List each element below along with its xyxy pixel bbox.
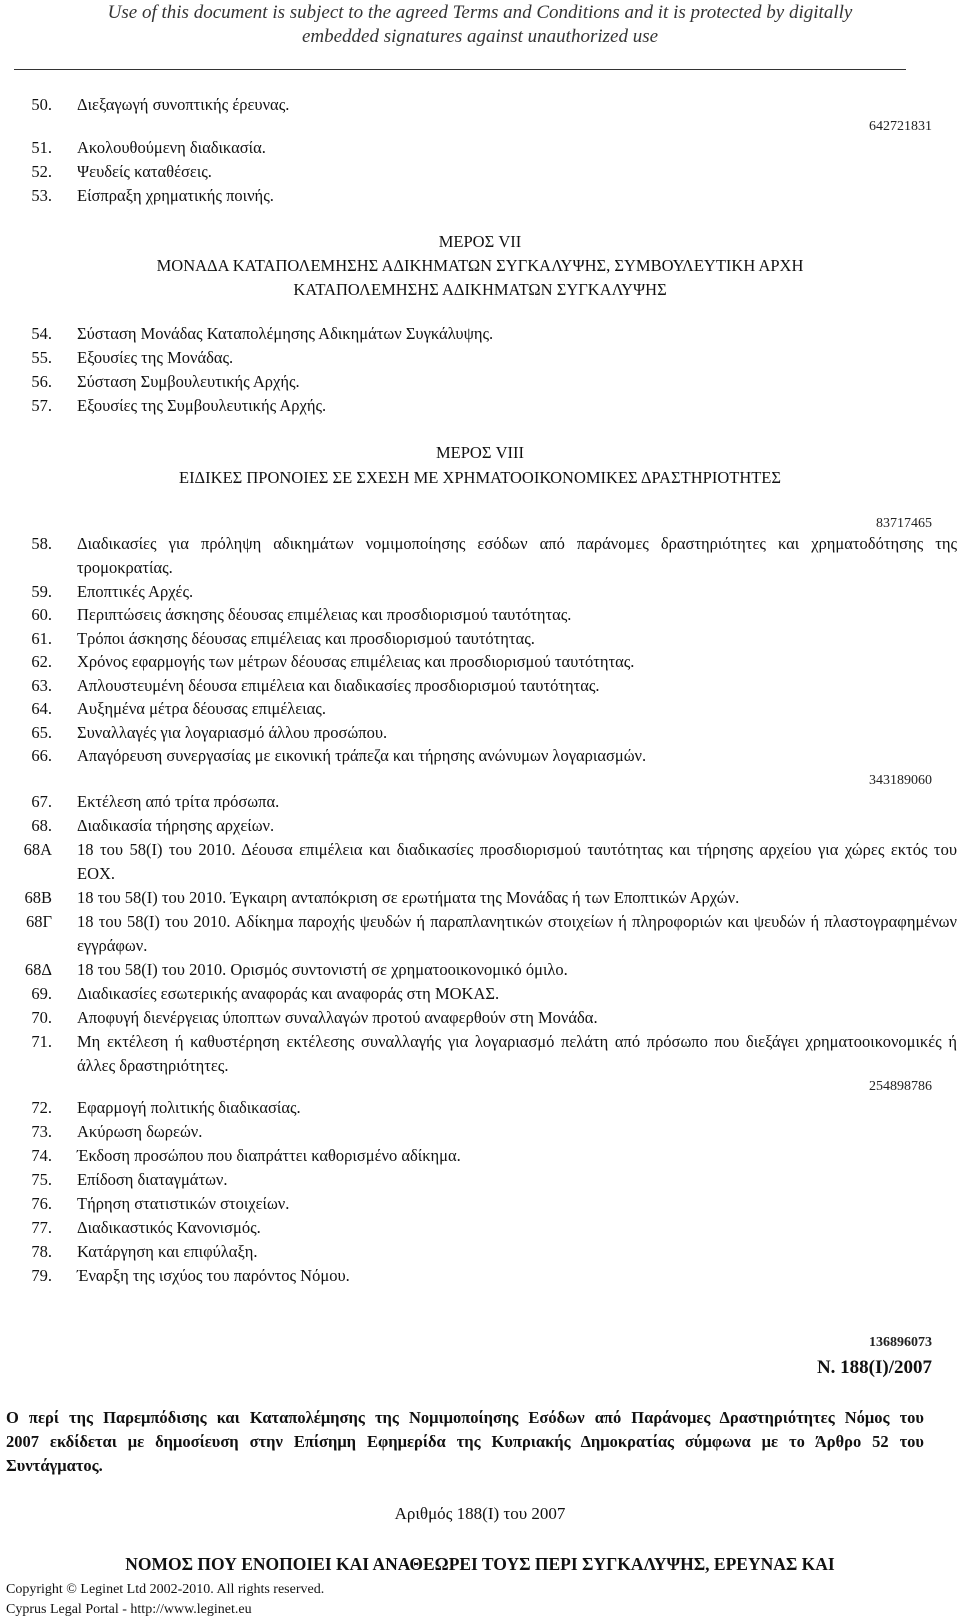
part-heading: ΜΕΡΟΣ VII	[438, 232, 522, 251]
portal-link[interactable]: Cyprus Legal Portal - http://www.leginet.eu	[6, 1602, 252, 1617]
law-arithmos: Αριθμός 188(Ι) του 2007	[394, 1504, 566, 1523]
header-line-1: Use of this document is subject to the agreed Terms and Conditions and it is protected by digitally	[107, 2, 853, 23]
list-item: 60. Περιπτώσεις άσκησης δέουσας επιμέλειας και προσδιορισμού ταυτότητας.	[31, 605, 572, 624]
list-item: 64. Αυξημένα μέτρα δέουσας επιμέλειας.	[31, 699, 326, 718]
list-item: 57. Εξουσίες της Συμβουλευτικής Αρχής.	[31, 396, 327, 415]
list-item: 59. Εποπτικές Αρχές.	[31, 582, 194, 601]
reference-number: 343189060	[869, 773, 932, 788]
list-item: 51. Ακολουθούμενη διαδικασία.	[31, 138, 266, 157]
list-item: 66. Απαγόρευση συνεργασίας με εικονική τράπεζα και τήρησης ανώνυμων λογαριασμών.	[31, 746, 647, 765]
list-item: 56. Σύσταση Συμβουλευτικής Αρχής.	[31, 372, 300, 391]
law-number: Ν. 188(Ι)/2007	[816, 1357, 932, 1378]
list-item: 73. Ακύρωση δωρεών.	[31, 1122, 203, 1141]
header-divider	[14, 69, 906, 70]
list-item: 69. Διαδικασίες εσωτερικής αναφοράς και αναφοράς στη ΜΟΚΑΣ.	[31, 984, 500, 1003]
list-item: 53. Είσπραξη χρηματικής ποινής.	[31, 186, 274, 205]
list-item: 67. Εκτέλεση από τρίτα πρόσωπα.	[31, 792, 280, 811]
list-item: 68Β 18 του 58(Ι) του 2010. Έγκαιρη ανταπόκριση σε ερωτήματα της Μονάδας ή των Εποπτικών Αρχών.	[24, 888, 740, 907]
list-item: 54. Σύσταση Μονάδας Καταπολέμησης Αδικημάτων Συγκάλυψης.	[31, 324, 494, 343]
header-line-2: embedded signatures against unauthorized use	[301, 26, 659, 47]
reference-number: 254898786	[869, 1079, 932, 1094]
list-item: 58. Διαδικασίες για πρόληψη αδικημάτων νομιμοποίησης εσόδων από παράνομες δραστηριότητες και χρηματοδότησης της τρομοκρατίας.	[31, 534, 957, 577]
list-item: 55. Εξουσίες της Μονάδας.	[31, 348, 234, 367]
list-item: 63. Απλουστευμένη δέουσα επιμέλεια και διαδικασίες προσδιορισμού ταυτότητας.	[31, 676, 600, 695]
reference-number: 136896073	[869, 1335, 932, 1350]
law-title: ΝΟΜΟΣ ΠΟΥ ΕΝΟΠΟΙΕΙ ΚΑΙ ΑΝΑΘΕΩΡΕΙ ΤΟΥΣ ΠΕΡΙ ΣΥΓΚΑΛΥΨΗΣ, ΕΡΕΥΝΑΣ ΚΑΙ	[125, 1554, 835, 1574]
list-item: 50. Διεξαγωγή συνοπτικής έρευνας.	[31, 95, 290, 114]
list-item: 76. Τήρηση στατιστικών στοιχείων.	[31, 1194, 290, 1213]
list-item: 68. Διαδικασία τήρησης αρχείων.	[31, 816, 275, 835]
list-item: 75. Επίδοση διαταγμάτων.	[31, 1170, 228, 1189]
copyright-line: Copyright © Leginet Ltd 2002-2010. All rights reserved.	[6, 1582, 325, 1597]
list-item: 72. Εφαρμογή πολιτικής διαδικασίας.	[31, 1098, 301, 1117]
list-item: 77. Διαδικαστικός Κανονισμός.	[31, 1218, 261, 1237]
list-item: 52. Ψευδείς καταθέσεις.	[31, 162, 212, 181]
list-item: 61. Τρόποι άσκησης δέουσας επιμέλειας και προσδιορισμού ταυτότητας.	[31, 629, 535, 648]
list-item: 74. Έκδοση προσώπου που διαπράττει καθορισμένο αδίκημα.	[31, 1146, 461, 1165]
reference-number: 642721831	[869, 119, 932, 134]
part-title-line: ΚΑΤΑΠΟΛΕΜΗΣΗΣ ΑΔΙΚΗΜΑΤΩΝ ΣΥΓΚΑΛΥΨΗΣ	[293, 280, 667, 299]
copyright-notice	[6, 1580, 324, 1620]
list-item: 68Γ 18 του 58(Ι) του 2010. Αδίκημα παροχής ψευδών ή παραπλανητικών στοιχείων ή πληροφοριών και ψευδών ή πλαστογραφημένων εγγράφων.	[25, 912, 957, 955]
list-item: 62. Χρόνος εφαρμογής των μέτρων δέουσας επιμέλειας και προσδιορισμού ταυτότητας.	[31, 652, 635, 671]
list-item: 71. Μη εκτέλεση ή καθυστέρηση εκτέλεσης συναλλαγής για λογαριασμό πελάτη από πρόσωπο που διεξάγει χρηματοοικονομικές ή άλλες δραστηριότητες.	[31, 1032, 957, 1075]
list-item: 78. Κατάργηση και επιφύλαξη.	[31, 1242, 258, 1261]
list-item: 70. Αποφυγή διενέργειας ύποπτων συναλλαγών προτού αναφερθούν στη Μονάδα.	[31, 1008, 598, 1027]
intro-paragraph: Ο περί της Παρεμπόδισης και Καταπολέμησης της Νομιμοποίησης Εσόδων από Παράνομες Δραστηριότητες Νόμος του 2007 εκδίδεται με δημοσίευση στην Επίσημη Εφημερίδα της Κυπριακής Δημοκρατίας σύμφωνα με το Άρθρο 52 του Συντάγματος.	[6, 1408, 924, 1475]
list-item: 68Δ 18 του 58(Ι) του 2010. Ορισμός συντονιστή σε χρηματοοικονομικό όμιλο.	[24, 960, 568, 979]
list-item: 68Α 18 του 58(Ι) του 2010. Δέουσα επιμέλεια και διαδικασίες προσδιορισμού ταυτότητας και τήρησης αρχείου για χώρες εκτός του ΕΟΧ.	[23, 840, 957, 883]
list-item: 65. Συναλλαγές για λογαριασμό άλλου προσώπου.	[31, 723, 388, 742]
list-item: 79. Έναρξη της ισχύος του παρόντος Νόμου.	[31, 1266, 350, 1285]
part-title-line: ΕΙΔΙΚΕΣ ΠΡΟΝΟΙΕΣ ΣΕ ΣΧΕΣΗ ΜΕ ΧΡΗΜΑΤΟΟΙΚΟΝΟΜΙΚΕΣ ΔΡΑΣΤΗΡΙΟΤΗΤΕΣ	[178, 468, 781, 487]
reference-number: 83717465	[876, 516, 932, 531]
part-heading: ΜΕΡΟΣ VIII	[436, 443, 524, 462]
part-title-line: ΜΟΝΑΔΑ ΚΑΤΑΠΟΛΕΜΗΣΗΣ ΑΔΙΚΗΜΑΤΩΝ ΣΥΓΚΑΛΥΨΗΣ, ΣΥΜΒΟΥΛΕΥΤΙΚΗ ΑΡΧΗ	[156, 256, 804, 275]
